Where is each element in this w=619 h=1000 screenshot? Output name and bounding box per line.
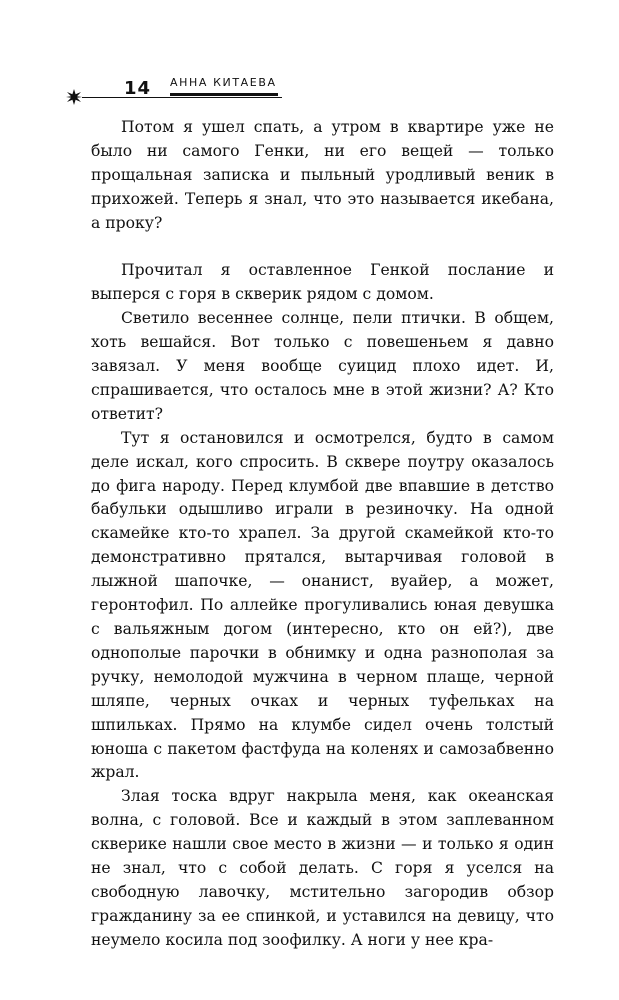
paragraph-5: Злая тоска вдруг накрыла меня, как океанская волна, с головой. Все и каждый в этом заплеванном скверике нашли свое место в жизни — и только я один не знал, что с собой делать. С горя я уселся на свободную лавочку, мстительно загородив обзор гражданину за ее спинкой, и уставился на девицу, что неумело косила под зоофилку. А ноги у нее кра- xyxy=(91,787,554,949)
paragraph-2: Прочитал я оставленное Генкой послание и выперся с горя в скверик рядом с домом. xyxy=(91,261,554,304)
header-rule xyxy=(82,97,282,98)
running-header xyxy=(66,76,286,106)
star-ornament-icon xyxy=(66,89,82,105)
body-text xyxy=(91,116,554,953)
paragraph-1: Потом я ушел спать, а утром в квартире уже не было ни самого Генки, ни его вещей — только прощальная записка и пыльный уродливый веник в прихожей. Теперь я знал, что это называется икебана, а проку? xyxy=(91,118,554,232)
author-name: АННА КИТАЕВА xyxy=(170,76,277,89)
paragraph-4: Тут я остановился и осмотрелся, будто в самом деле искал, кого спросить. В сквере поутру оказалось до фига народу. Перед клумбой две впавшие в детство бабульки одышливо играли в резиночку. На одной скамейке кто-то храпел. За другой скамейкой кто-то демонстративно прятался, вытарчивая головой в лыжной шапочке, — онанист, вуайер, а может, геронтофил. По аллейке прогуливались юная девушка с вальяжным догом (интересно, кто он ей?), две однополые парочки в обнимку и одна разнополая за ручку, немолодой мужчина в черном плаще, черной шляпе, черных очках и черных туфельках на шпильках. Прямо на клумбе сидел очень толстый юноша с пакетом фастфуда на коленях и самозабвенно жрал. xyxy=(91,428,554,782)
paragraph-3: Светило весеннее солнце, пели птички. В общем, хоть вешайся. Вот только с повешеньем я давно завязал. У меня вообще суицид плохо идет. И, спрашивается, что осталось мне в этой жизни? А? Кто ответит? xyxy=(91,309,554,423)
page-number: 14 xyxy=(124,78,152,99)
author-underline xyxy=(170,93,278,96)
